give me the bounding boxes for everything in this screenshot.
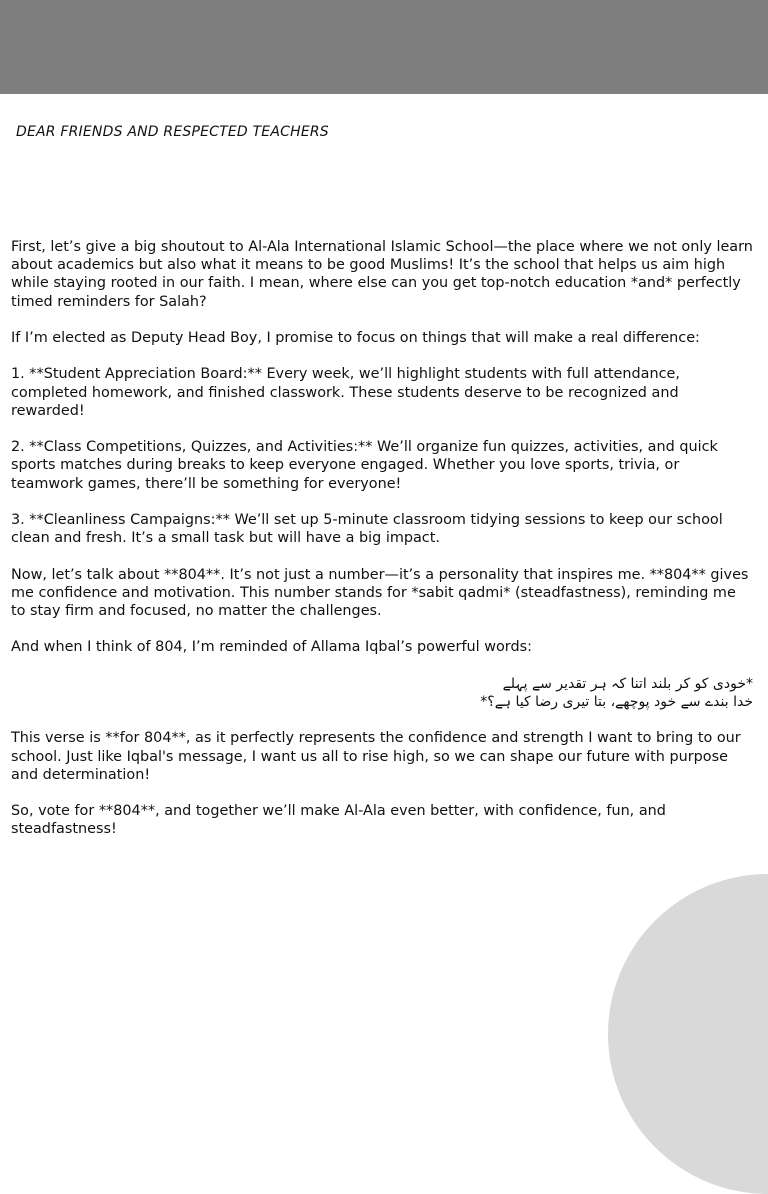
header-banner (0, 0, 768, 94)
speech-body (11, 238, 753, 857)
salutation-heading: DEAR FRIENDS AND RESPECTED TEACHERS (16, 124, 329, 140)
verse-meaning-paragraph: This verse is **for 804**, as it perfectly represents the confidence and strength I want to bring to our school. Just like Iqbal's message, I want us all to rise high, so we can shape our future with purpose and determination! (11, 730, 741, 783)
promise-paragraph: If I’m elected as Deputy Head Boy, I promise to focus on things that will make a real difference: (11, 330, 700, 346)
point-1-paragraph: 1. **Student Appreciation Board:** Every week, we’ll highlight students with full attendance, completed homework, and finished classwork. These students deserve to be recognized and rewarded! (11, 366, 680, 419)
number-804-paragraph: Now, let’s talk about **804**. It’s not just a number—it’s a personality that inspires me. **804** gives me confidence and motivation. This number stands for *sabit qadmi* (steadfastness), reminding me to stay firm and focused, no matter the challenges. (11, 566, 749, 619)
urdu-verse-line-1: *خودی کو کر بلند اتنا کہ ہر تقدیر سے پہلے (502, 675, 753, 692)
urdu-verse-line-2: خدا بندے سے خود پوچھے، بتا تیری رضا کیا ہے؟* (480, 693, 753, 710)
intro-paragraph: First, let’s give a big shoutout to Al-Ala International Islamic School—the place where we not only learn about academics but also what it means to be good Muslims! It’s the school that helps us aim high while staying rooted in our faith. I mean, where else can you get top-notch education *and* perfectly timed reminders for Salah? (11, 239, 753, 310)
iqbal-intro-paragraph: And when I think of 804, I’m reminded of Allama Iqbal’s powerful words: (11, 639, 532, 656)
urdu-verse (11, 675, 753, 711)
point-3-paragraph: 3. **Cleanliness Campaigns:** We’ll set up 5-minute classroom tidying sessions to keep our school clean and fresh. It’s a small task but will have a big impact. (11, 511, 723, 547)
closing-paragraph: So, vote for **804**, and together we’ll make Al-Ala even better, with confidence, fun, and steadfastness! (11, 803, 666, 838)
point-2-paragraph: 2. **Class Competitions, Quizzes, and Activities:** We’ll organize fun quizzes, activities, and quick sports matches during breaks to keep everyone engaged. Whether you love sports, trivia, or teamwork games, there’ll be something for everyone! (11, 439, 718, 492)
decorative-corner-circle (608, 874, 768, 1194)
